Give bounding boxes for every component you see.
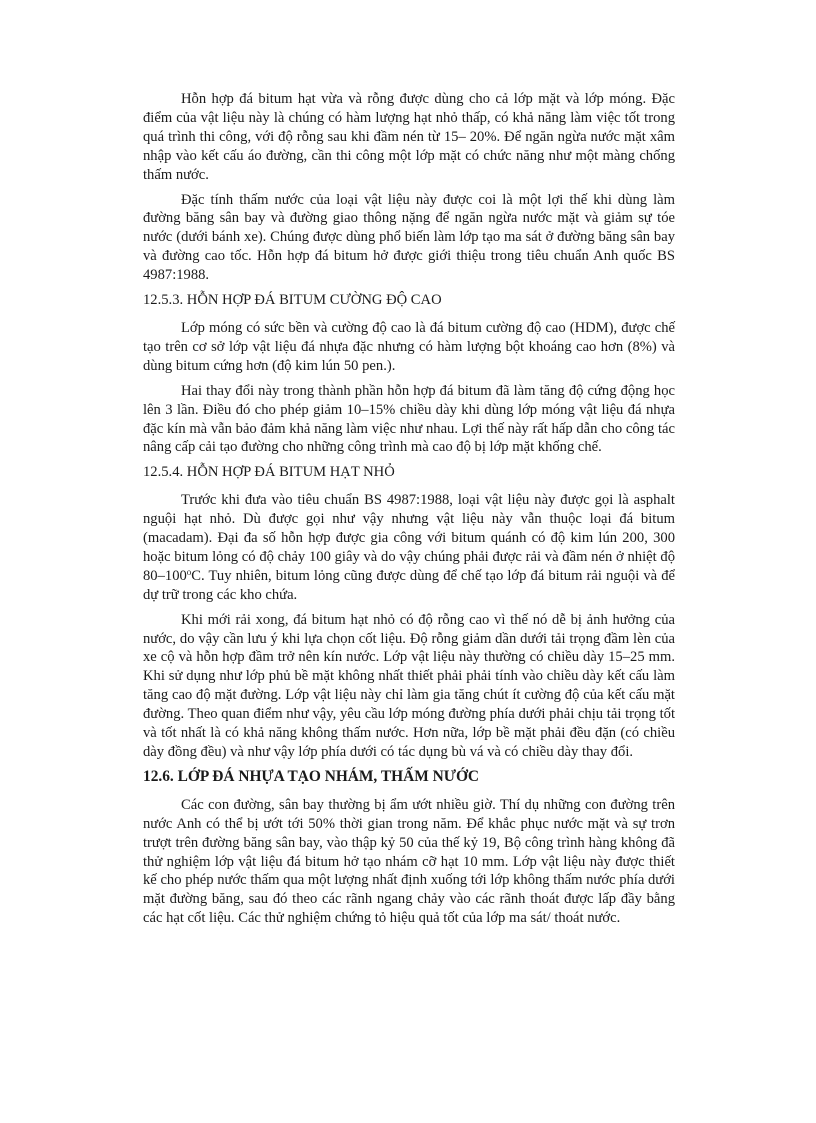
paragraph-4: Hai thay đổi này trong thành phần hỗn hợp đá bitum đã làm tăng độ cứng động học lên 3 lần. Điều đó cho phép giảm 10–15% chiều dày khi dùng lớp móng vật liệu đá nhựa đặc kín mà vẫn bảo đảm khả năng làm việc như nhau. Lợi thế này rất hấp dẫn cho công tác nâng cấp cải tạo đường cho những công trình mà cao độ bị lớp mặt khống chế. [143,382,675,456]
heading-12-6: 12.6. LỚP ĐÁ NHỰA TẠO NHÁM, THẤM NƯỚC [143,767,480,785]
heading-12-5-4: 12.5.4. HỖN HỢP ĐÁ BITUM HẠT NHỎ [143,464,395,481]
paragraph-2: Đặc tính thấm nước của loại vật liệu này được coi là một lợi thế khi dùng làm đường băng sân bay và đường giao thông nặng để ngăn ngừa nước mặt và giảm sự tóe nước (dưới bánh xe). Chúng được dùng phổ biến làm lớp tạo ma sát ở đường băng sân bay và đường cao tốc. Hỗn hợp đá bitum hở được giới thiệu trong tiêu chuẩn Anh quốc BS 4987:1988. [143,191,675,284]
paragraph-3: Lớp móng có sức bền và cường độ cao là đá bitum cường độ cao (HDM), được chế tạo trên cơ sở lớp vật liệu đá nhựa đặc nhưng có hàm lượng bột khoáng cao hơn (8%) và dùng bitum cứng hơn (độ kim lún 50 pen.). [143,319,675,374]
paragraph-5-part-b: C. Tuy nhiên, bitum lỏng cũng được dùng để chế tạo lớp đá bitum rải nguội và để dự trữ trong các kho chứa. [143,567,675,603]
document-page [143,90,675,934]
paragraph-7: Các con đường, sân bay thường bị ẩm ướt nhiều giờ. Thí dụ những con đường trên nước Anh có thể bị ướt tới 50% thời gian trong năm. Để khắc phục nước mặt và sự trơn trượt trên đường băng sân bay, vào thập kỷ 50 của thế kỷ 19, Bộ công trình hàng không đã thử nghiệm lớp vật liệu đá bitum hở tạo nhám cỡ hạt 10 mm. Lớp vật liệu này được thiết kế cho phép nước thấm qua một lượng nhất định xuống tới lớp không thấm nước phía dưới mặt đường băng, sau đó theo các rãnh ngang chảy vào các rãnh thoát được lấp đầy bằng các hạt cốt liệu. Các thử nghiệm chứng tỏ hiệu quả tốt của lớp ma sát/ thoát nước. [143,796,675,927]
degree-superscript: o [186,566,192,577]
paragraph-5 [143,491,675,604]
paragraph-5-part-a: Trước khi đưa vào tiêu chuẩn BS 4987:1988, loại vật liệu này được gọi là asphalt nguội hạt nhỏ. Dù được gọi như vậy nhưng vật liệu này vẫn thuộc loại đá bitum (macadam). Đại đa số hỗn hợp được gia công với bitum quánh có độ kim lún 200, 300 hoặc bitum lỏng có độ chảy 100 giây và do vậy chúng phải được rải và đầm nén ở nhiệt độ 80–100 [143,492,675,584]
paragraph-1: Hỗn hợp đá bitum hạt vừa và rỗng được dùng cho cả lớp mặt và lớp móng. Đặc điểm của vật liệu này là chúng có hàm lượng hạt nhỏ thấp, có khả năng làm việc tốt trong quá trình thi công, với độ rỗng sau khi đầm nén từ 15– 20%. Để ngăn ngừa nước mặt xâm nhập vào kết cấu áo đường, cần thi công một lớp mặt có chức năng như một màng chống thấm nước. [143,91,675,183]
heading-12-5-3: 12.5.3. HỖN HỢP ĐÁ BITUM CƯỜNG ĐỘ CAO [143,292,442,309]
paragraph-6: Khi mới rải xong, đá bitum hạt nhỏ có độ rỗng cao vì thế nó dễ bị ảnh hưởng của nước, do vậy cần lưu ý khi lựa chọn cốt liệu. Độ rỗng giảm dần dưới tải trọng đầm lèn của xe cộ và hỗn hợp đầm trở nên kín nước. Lớp vật liệu này thường có chiều dày 15–25 mm. Khi sử dụng như lớp phủ bề mặt không nhất thiết phải phải tính vào chiều dày kết cấu làm tăng cao độ mặt đường. Lớp vật liệu này chỉ làm gia tăng chút ít cường độ của kết cấu mặt đường. Theo quan điểm như vậy, yêu cầu lớp móng đường phía dưới phải chịu tải trọng tốt và tốt nhất là có khả năng không thấm nước. Hơn nữa, lớp bề mặt phải đều đặn (có chiều dày đồng đều) và như vậy lớp phía dưới có tác dụng bù vá và có chiều dày thay đổi. [143,611,675,760]
